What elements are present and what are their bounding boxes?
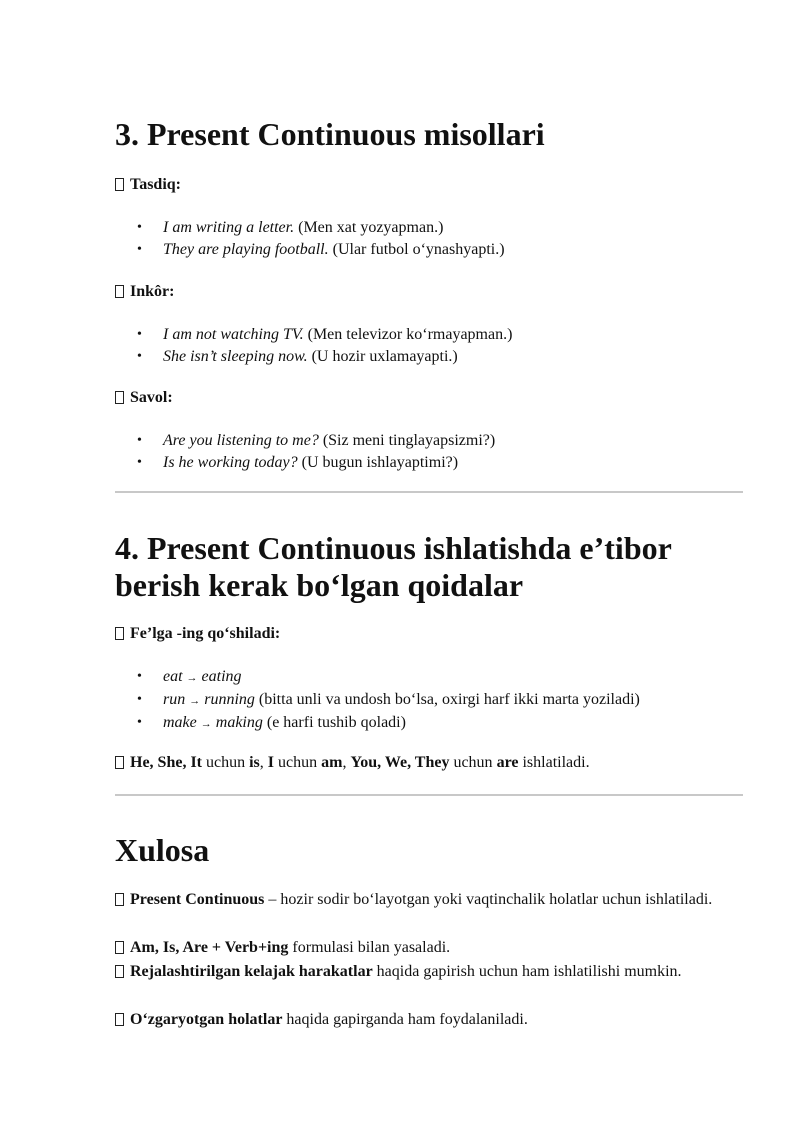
list-item: • I am not watching TV. (Men televizor ko‘rmayapman.): [115, 324, 743, 346]
section-divider: [115, 491, 743, 493]
list-item: • make → making (e harfi tushib qoladi): [115, 712, 743, 735]
ing-examples-list: [115, 666, 743, 735]
missing-glyph-icon: [115, 756, 124, 769]
missing-glyph-icon: [115, 893, 124, 906]
list-item: • I am writing a letter. (Men xat yozyapman.): [115, 217, 743, 239]
missing-glyph-icon: [115, 941, 124, 954]
inkor-list: [115, 324, 743, 368]
list-item: • run → running (bitta unli va undosh bo‘lsa, oxirgi harf ikki marta yoziladi): [115, 689, 743, 712]
arrow-icon: →: [186, 672, 198, 684]
inkor-label: Inkôr:: [115, 282, 174, 302]
list-item: • Is he working today? (U bugun ishlayaptimi?): [115, 452, 743, 474]
list-item: • They are playing football. (Ular futbol o‘ynashyapti.): [115, 239, 743, 261]
summary-point: O‘zgaryotgan holatlar haqida gapirganda ham foydalaniladi.: [115, 1008, 743, 1032]
section-divider: [115, 794, 743, 796]
section-4-heading: 4. Present Continuous ishlatishda e’tibor berish kerak bo‘lgan qoidalar: [115, 530, 672, 603]
list-item: • She isn’t sleeping now. (U hozir uxlamayapti.): [115, 346, 743, 368]
summary-point: Present Continuous – hozir sodir bo‘layotgan yoki vaqtinchalik holatlar uchun ishlatiladi.: [115, 888, 743, 912]
missing-glyph-icon: [115, 178, 124, 191]
arrow-icon: →: [200, 718, 212, 730]
list-item: • eat → eating: [115, 666, 743, 689]
savol-list: [115, 430, 743, 474]
missing-glyph-icon: [115, 627, 124, 640]
missing-glyph-icon: [115, 391, 124, 404]
summary-heading: Xulosa: [115, 832, 210, 868]
summary-point: Rejalashtirilgan kelajak harakatlar haqida gapirish uchun ham ishlatilishi mumkin.: [115, 960, 743, 984]
arrow-icon: →: [189, 695, 201, 707]
tasdiq-list: [115, 217, 743, 261]
missing-glyph-icon: [115, 1013, 124, 1026]
pronoun-rule: He, She, It uchun is, I uchun am, You, We, They uchun are ishlatiladi.: [115, 751, 743, 775]
list-item: • Are you listening to me? (Siz meni tinglayapsizmi?): [115, 430, 743, 452]
missing-glyph-icon: [115, 285, 124, 298]
missing-glyph-icon: [115, 965, 124, 978]
tasdiq-label: Tasdiq:: [115, 175, 181, 195]
savol-label: Savol:: [115, 388, 173, 408]
section-3-heading: 3. Present Continuous misollari: [115, 116, 545, 152]
ing-rule-label: Fe’lga -ing qo‘shiladi:: [115, 624, 280, 644]
summary-point: Am, Is, Are + Verb+ing formulasi bilan yasaladi.: [115, 936, 743, 960]
